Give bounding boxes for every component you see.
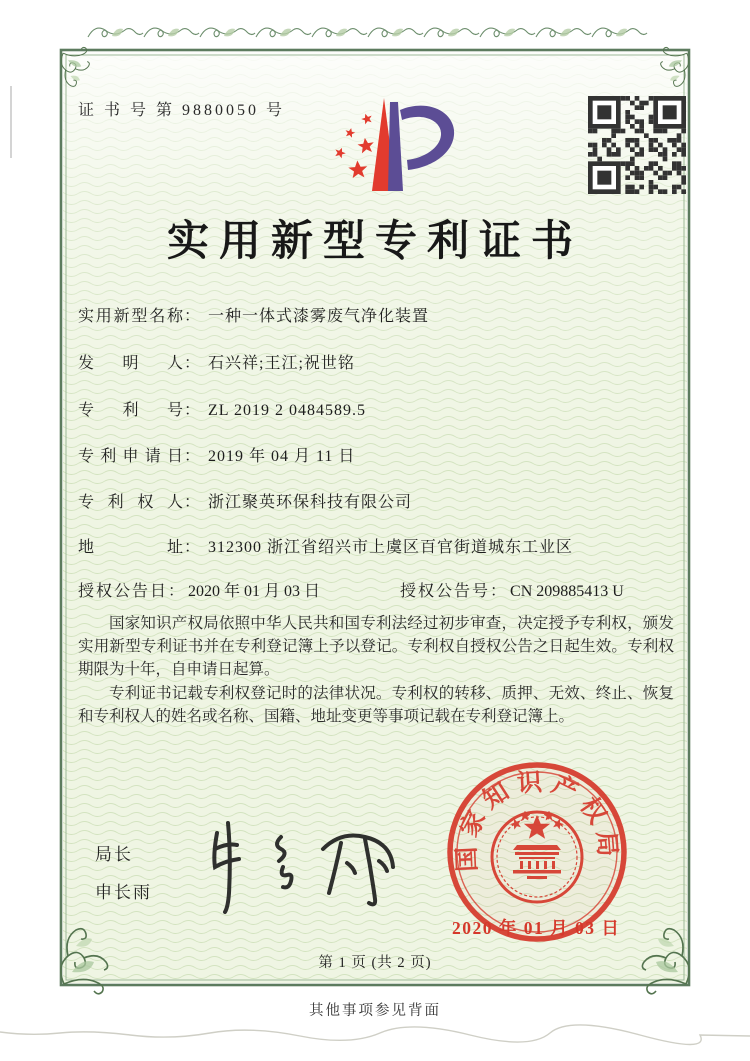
grant-number-value: CN 209885413 U [510,583,624,600]
field-value: 312300 浙江省绍兴市上虞区百官街道城东工业区 [208,539,574,556]
legal-paragraph-1: 国家知识产权局依照中华人民共和国专利法经过初步审查，决定授予专利权，颁发实用新型专利证书并在专利登记簿上予以登记。专利权自授权公告之日起生效。专利权期限为十年，自申请日起算。 [78,615,674,678]
field-colon: ： [168,583,185,600]
grant-date-value: 2020 年 01 月 03 日 [188,583,321,600]
field-label: 地址 [78,539,184,556]
field-colon: ： [184,308,201,325]
field-label: 专利号 [78,402,184,419]
grant-date-group [78,583,320,600]
field-label: 实用新型名称 [78,308,184,325]
legal-paragraph-2: 专利证书记载专利权登记时的法律状况。专利权的转移、质押、无效、终止、恢复和专利权人的姓名或名称、国籍、地址变更等事项记载在专利登记簿上。 [78,685,674,725]
back-side-note: 其他事项参见背面 [309,1003,441,1019]
field-colon: ： [184,448,201,465]
seal-date: 2020 年 01 月 03 日 [452,918,621,938]
field-label: 发明人 [78,355,184,372]
cnipa-logo-icon [308,90,472,198]
director-title: 局长 [95,845,133,864]
director-name: 申长雨 [95,883,152,902]
grant-announcement-row [78,578,624,601]
field-label: 专利权人 [78,494,184,511]
field-colon: ： [184,539,201,556]
field-colon: ： [184,355,201,372]
field-patent-number [78,397,366,420]
field-value: 一种一体式漆雾废气净化装置 [208,308,430,325]
certificate-number: 证 书 号 第 9880050 号 [78,102,286,119]
field-label: 专利申请日 [78,448,184,465]
field-value: 浙江聚英环保科技有限公司 [208,494,413,511]
certificate-title: 实用新型专利证书 [166,219,583,265]
seal-text: 国家知识产权局 [453,768,621,873]
grant-number-label: 授权公告号 [400,583,491,600]
field-value: ZL 2019 2 0484589.5 [208,402,366,419]
page-number: 第 1 页 (共 2 页) [318,955,432,971]
qr-code [588,96,686,194]
legal-paragraphs [78,612,674,729]
field-value: 石兴祥;王江;祝世铭 [208,355,355,372]
field-colon: ： [490,583,507,600]
field-patentee [78,489,412,512]
field-colon: ： [184,402,201,419]
field-inventor [78,350,355,373]
field-application-date [78,443,355,466]
director-signature-graphic [195,815,410,925]
field-colon: ： [184,494,201,511]
field-value: 2019 年 04 月 11 日 [208,448,356,465]
field-address [78,534,573,557]
grant-number-group [400,578,624,601]
field-name [78,303,429,326]
director-block [95,840,152,916]
grant-date-label: 授权公告日 [78,583,169,600]
